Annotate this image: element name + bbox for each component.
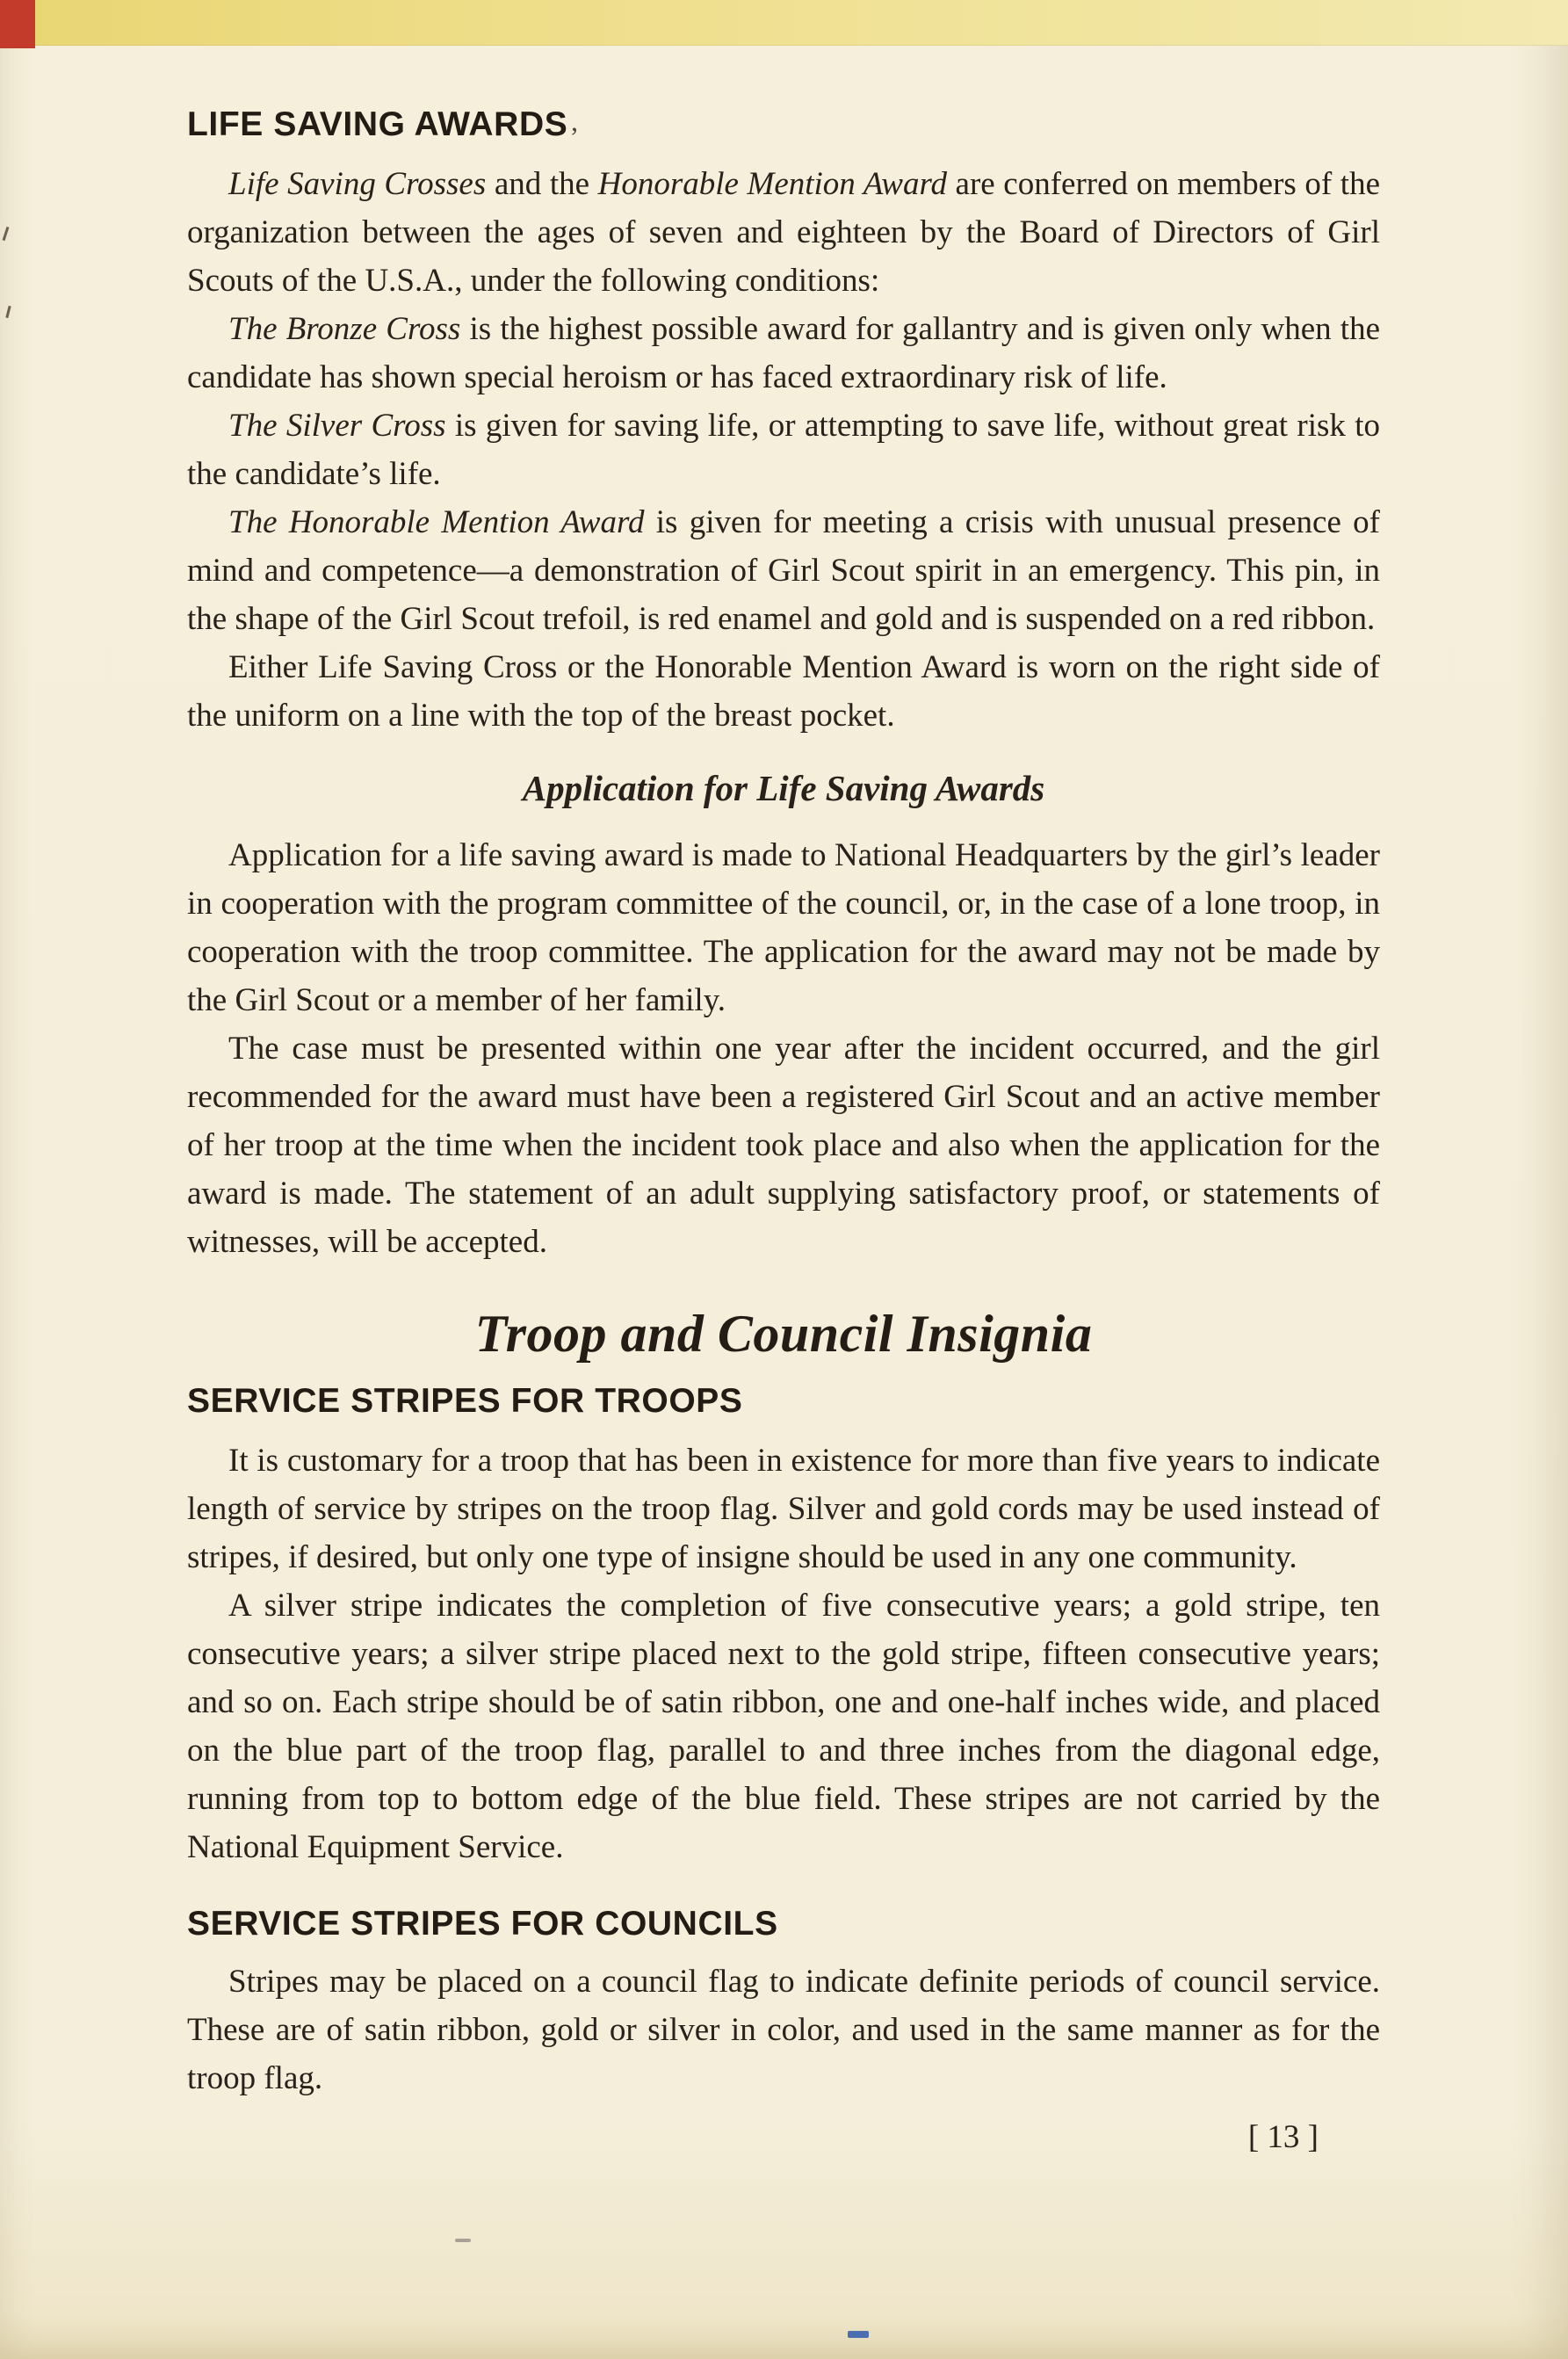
scan-gray-mark: [455, 2239, 471, 2242]
red-corner-mark: [0, 0, 35, 48]
heading-troop-and-council-insignia: Troop and Council Insignia: [474, 1305, 1093, 1363]
para-council-stripes: Stripes may be placed on a council flag to indicate definite periods of council service. These are of satin ribbon, gold or silver in color, and used in the same manner as for the troop flag.: [187, 1964, 1380, 2096]
heading-service-stripes-troops: SERVICE STRIPES FOR TROOPS: [187, 1382, 743, 1420]
print-speck: ,: [571, 105, 578, 137]
para-life-saving-intro: [187, 160, 1380, 305]
para-troop-stripes-detail: A silver stripe indicates the completion of five consecutive years; a gold stripe, ten consecutive years; a silver stripe placed next to the gold stripe, fifteen consecutive years; and so on. Each stripe should be of satin ribbon, one and one-half inches wide, and placed on the blue part of the troop flag, parallel to and three inches from the diagonal edge, running from top to bottom edge of the blue field. These stripes are not carried by the National Equipment Service.: [187, 1588, 1380, 1865]
italic-phrase: Honorable Mention Award: [597, 166, 947, 202]
para-honorable-mention: [187, 498, 1380, 643]
scan-edge-mark: [5, 306, 11, 318]
body-text: is the highest possible award for gallantry and is given only when the candidate has shown special heroism or has faced extraordinary risk of life.: [187, 311, 1380, 395]
scan-blue-mark: [848, 2331, 869, 2338]
para-application-deadline: The case must be presented within one year after the incident occurred, and the girl recommended for the award must have been a registered Girl Scout and an active member of her troop at the time when the incident took place and also when the application for the award is made. The statement of an adult supplying satisfactory proof, or statements of witnesses, will be accepted.: [187, 1031, 1380, 1260]
heading-life-saving-awards: LIFE SAVING AWARDS: [187, 105, 568, 143]
heading-service-stripes-councils: SERVICE STRIPES FOR COUNCILS: [187, 1905, 778, 1943]
body-text: are conferred on members of the organization between the ages of seven and eighteen by the Board of Directors of Girl Scouts of the U.S.A., under the following conditions:: [187, 166, 1380, 299]
body-text: and the: [486, 166, 598, 202]
italic-phrase: The Silver Cross: [228, 408, 446, 444]
para-wearing-position: Either Life Saving Cross or the Honorable Mention Award is worn on the right side of the uniform on a line with the top of the breast pocket.: [187, 649, 1380, 734]
page-top-edge-band: [0, 0, 1568, 46]
page-number: [ 13 ]: [1247, 2119, 1319, 2155]
page-content: [187, 104, 1380, 2161]
body-text: is given for meeting a crisis with unusual presence of mind and competence—a demonstration of Girl Scout spirit in an emergency. This pin, in the shape of the Girl Scout trefoil, is red enamel and gold and is suspended on a red ribbon.: [187, 504, 1380, 637]
para-troop-stripes-custom: It is customary for a troop that has been in existence for more than five years to indicate length of service by stripes on the troop flag. Silver and gold cords may be used instead of stripes, if desired, but only one type of insigne should be used in any one community.: [187, 1443, 1380, 1575]
para-bronze-cross: [187, 305, 1380, 402]
italic-phrase: The Honorable Mention Award: [228, 504, 645, 540]
italic-phrase: The Bronze Cross: [228, 311, 461, 347]
heading-application-for-awards: Application for Life Saving Awards: [522, 768, 1045, 808]
para-application-process: Application for a life saving award is made to National Headquarters by the girl’s leader in cooperation with the program committee of the council, or, in the case of a lone troop, in cooperation with the troop committee. The application for the award may not be made by the Girl Scout or a member of her family.: [187, 837, 1380, 1018]
scan-edge-mark: [3, 227, 10, 241]
para-silver-cross: [187, 402, 1380, 498]
italic-phrase: Life Saving Crosses: [228, 166, 487, 202]
body-text: is given for saving life, or attempting to save life, without great risk to the candidate’s life.: [187, 408, 1381, 492]
